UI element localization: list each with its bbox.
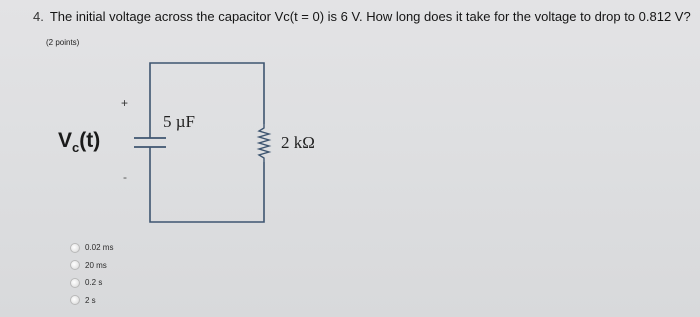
voltage-subscript: c xyxy=(72,140,80,155)
answer-option-2[interactable] xyxy=(70,257,113,275)
radio-button-icon[interactable] xyxy=(70,260,80,270)
capacitor-value-label: 5 µF xyxy=(163,112,195,131)
radio-button-icon[interactable] xyxy=(70,295,80,305)
answer-option-3[interactable] xyxy=(70,274,113,292)
answer-option-label: 2 s xyxy=(85,295,96,305)
positive-terminal-sign: + xyxy=(121,96,129,110)
answer-option-1[interactable] xyxy=(70,239,113,257)
answer-option-label: 20 ms xyxy=(85,260,107,270)
points-label: (2 points) xyxy=(46,38,80,47)
voltage-time-arg: (t) xyxy=(79,129,101,152)
voltage-symbol: V xyxy=(58,129,73,152)
negative-terminal-sign: - xyxy=(123,170,127,184)
circuit-wire-bottom xyxy=(150,150,264,222)
question-number: 4. xyxy=(33,9,44,24)
radio-button-icon[interactable] xyxy=(70,278,80,288)
resistor-value-label: 2 kΩ xyxy=(281,133,315,152)
answer-option-label: 0.2 s xyxy=(85,278,103,288)
answer-option-label: 0.02 ms xyxy=(85,243,114,253)
answer-option-4[interactable] xyxy=(70,292,113,310)
radio-button-icon[interactable] xyxy=(70,243,80,253)
question-text: The initial voltage across the capacitor Vc(t = 0) is 6 V. How long does it take for the voltage to drop to 0.812 V? xyxy=(49,9,691,24)
resistor-symbol xyxy=(259,124,269,162)
answer-options xyxy=(70,239,113,309)
capacitor-voltage-label xyxy=(58,129,100,153)
